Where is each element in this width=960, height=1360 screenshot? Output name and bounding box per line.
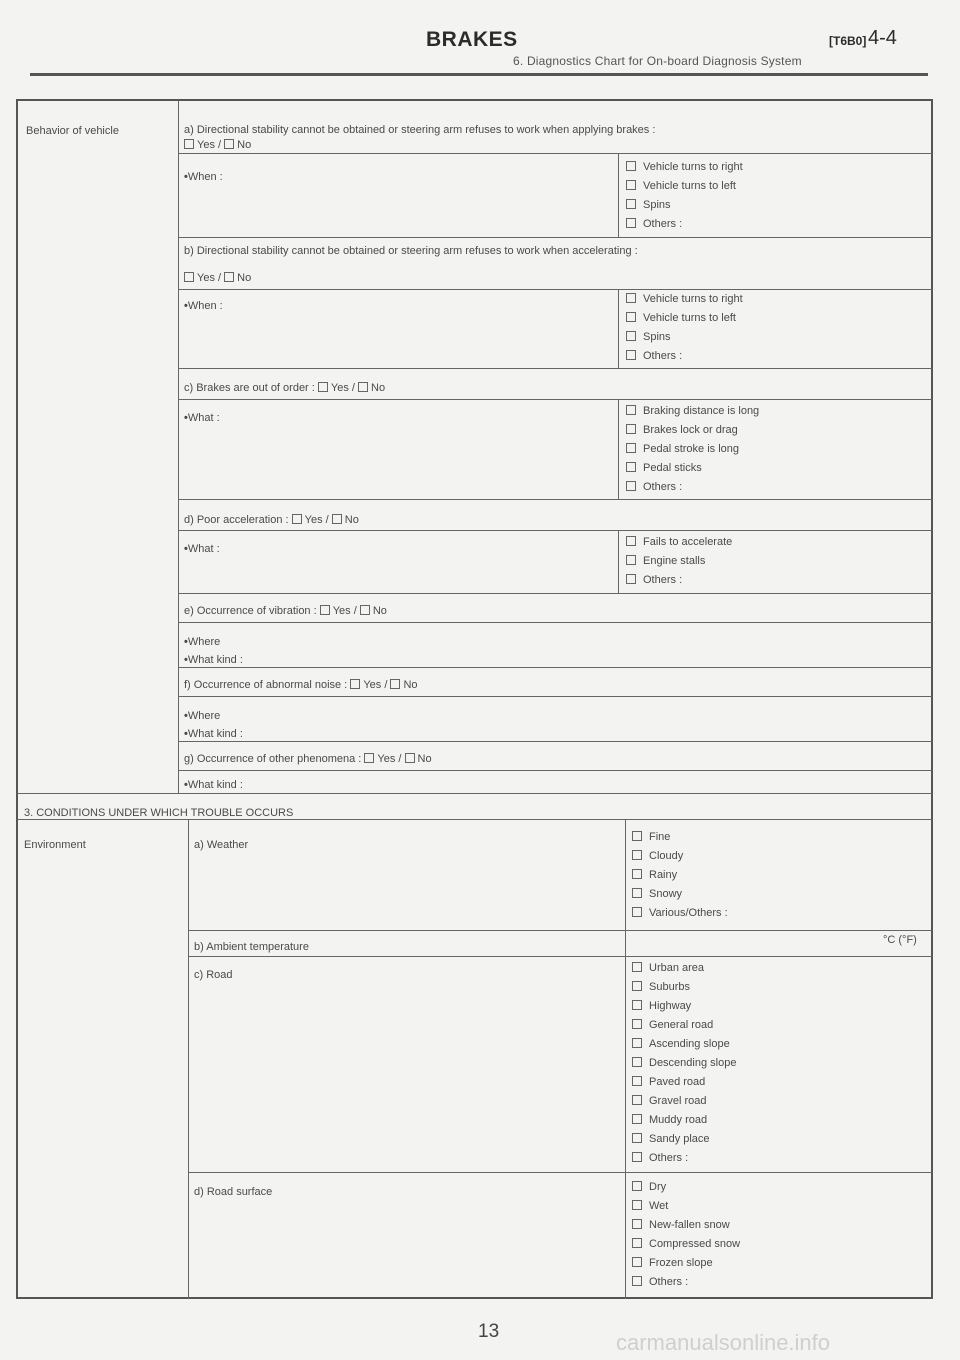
option-item[interactable]: New-fallen snow: [632, 1216, 740, 1235]
question-d-label: d) Poor acceleration :: [184, 514, 289, 526]
yes-label: Yes /: [377, 753, 402, 765]
checkbox-icon[interactable]: [224, 139, 234, 149]
checkbox-icon[interactable]: [292, 514, 302, 524]
question-b: b) Directional stability cannot be obtained or steering arm refuses to work when accelerating :: [184, 245, 638, 257]
option-item[interactable]: Sandy place: [632, 1130, 736, 1149]
options-column-divider: [618, 530, 619, 593]
checkbox-icon[interactable]: [320, 605, 330, 615]
row-divider: [188, 1172, 932, 1173]
option-item[interactable]: General road: [632, 1016, 736, 1035]
yes-no-b[interactable]: [184, 271, 251, 285]
yes-label: Yes /: [304, 514, 329, 526]
kind-g: • What kind :: [184, 778, 243, 792]
road-options[interactable]: [632, 959, 736, 1168]
temperature-label: b) Ambient temperature: [194, 941, 309, 953]
what-d: • What :: [184, 542, 220, 556]
yes-label: Yes /: [330, 382, 355, 394]
options-column-divider: [618, 399, 619, 500]
options-d[interactable]: [626, 533, 732, 590]
watermark: carmanualsonline.info: [616, 1330, 831, 1355]
option-item[interactable]: Fails to accelerate: [626, 533, 732, 552]
option-item[interactable]: Pedal sticks: [626, 459, 759, 478]
row-divider: [17, 793, 932, 794]
checkbox-icon[interactable]: [350, 679, 360, 689]
option-item[interactable]: Muddy road: [632, 1111, 736, 1130]
when-a: • When :: [184, 170, 223, 184]
option-item[interactable]: Vehicle turns to left: [626, 309, 743, 328]
where-f: • Where: [184, 709, 220, 723]
option-item[interactable]: Others :: [626, 478, 759, 497]
row-divider: [178, 368, 932, 369]
checkbox-icon[interactable]: [405, 753, 415, 763]
checkbox-icon[interactable]: [332, 514, 342, 524]
options-b[interactable]: [626, 290, 743, 366]
option-item[interactable]: Vehicle turns to right: [626, 158, 743, 177]
checkbox-icon[interactable]: [390, 679, 400, 689]
option-item[interactable]: Fine: [632, 828, 728, 847]
option-item[interactable]: Spins: [626, 328, 743, 347]
question-d[interactable]: [184, 513, 359, 527]
option-item[interactable]: Wet: [632, 1197, 740, 1216]
row-divider: [178, 593, 932, 594]
row-divider: [178, 667, 932, 668]
option-item[interactable]: Highway: [632, 997, 736, 1016]
question-c-label: c) Brakes are out of order :: [184, 382, 315, 394]
checkbox-icon[interactable]: [364, 753, 374, 763]
option-item[interactable]: Vehicle turns to left: [626, 177, 743, 196]
option-item[interactable]: Descending slope: [632, 1054, 736, 1073]
no-label: No: [417, 753, 432, 765]
yes-label: Yes /: [363, 679, 388, 691]
page-number: 13: [478, 1321, 500, 1342]
where-e: • Where: [184, 635, 220, 649]
option-item[interactable]: Others :: [626, 215, 743, 234]
options-c[interactable]: [626, 402, 759, 497]
label-column-divider: [188, 819, 189, 1299]
checkbox-icon[interactable]: [184, 272, 194, 282]
section-title: BRAKES: [426, 28, 518, 51]
yes-label: Yes /: [332, 605, 357, 617]
row-divider: [178, 770, 932, 771]
header-rule: [30, 73, 928, 76]
checkbox-icon[interactable]: [184, 139, 194, 149]
option-item[interactable]: Paved road: [632, 1073, 736, 1092]
question-f-label: f) Occurrence of abnormal noise :: [184, 679, 348, 691]
option-item[interactable]: Engine stalls: [626, 552, 732, 571]
option-item[interactable]: Snowy: [632, 885, 728, 904]
question-c[interactable]: [184, 381, 385, 395]
question-g-label: g) Occurrence of other phenomena :: [184, 753, 362, 765]
label-column-divider: [178, 100, 179, 793]
section-code: [T6B0]: [829, 34, 867, 48]
option-item[interactable]: Vehicle turns to right: [626, 290, 743, 309]
checkbox-icon[interactable]: [224, 272, 234, 282]
checkbox-icon[interactable]: [360, 605, 370, 615]
option-item[interactable]: Others :: [626, 347, 743, 366]
checkbox-icon[interactable]: [358, 382, 368, 392]
weather-label: a) Weather: [194, 839, 249, 851]
road-surface-label: d) Road surface: [194, 1186, 273, 1198]
environment-label: Environment: [24, 839, 86, 851]
no-label: No: [403, 679, 418, 691]
yes-no-a[interactable]: [184, 138, 251, 152]
question-a: a) Directional stability cannot be obtained or steering arm refuses to work when applying brakes :: [184, 124, 656, 136]
checkbox-icon[interactable]: [318, 382, 328, 392]
option-item[interactable]: Gravel road: [632, 1092, 736, 1111]
page-reference: 4-4: [868, 27, 897, 49]
option-item[interactable]: Brakes lock or drag: [626, 421, 759, 440]
row-divider: [178, 153, 932, 154]
row-divider: [178, 399, 932, 400]
diagnostic-form-table: [16, 99, 933, 1299]
question-f[interactable]: [184, 678, 418, 692]
temperature-unit: °C (°F): [883, 934, 917, 946]
option-item[interactable]: Rainy: [632, 866, 728, 885]
option-item[interactable]: Pedal stroke is long: [626, 440, 759, 459]
road-surface-options[interactable]: [632, 1178, 740, 1292]
row-divider: [178, 741, 932, 742]
no-label: No: [344, 514, 359, 526]
weather-options[interactable]: [632, 828, 728, 923]
row-divider: [178, 530, 932, 531]
option-item[interactable]: Braking distance is long: [626, 402, 759, 421]
question-g[interactable]: [184, 752, 432, 766]
row-divider: [178, 237, 932, 238]
conditions-heading: 3. CONDITIONS UNDER WHICH TROUBLE OCCURS: [24, 807, 294, 819]
options-column-divider: [618, 153, 619, 238]
section-subtitle: 6. Diagnostics Chart for On-board Diagnosis System: [513, 54, 802, 68]
when-b: • When :: [184, 299, 223, 313]
option-item[interactable]: Suburbs: [632, 978, 736, 997]
road-label: c) Road: [194, 969, 233, 981]
what-c: • What :: [184, 411, 220, 425]
no-label: No: [372, 605, 387, 617]
option-item[interactable]: Others :: [632, 1273, 740, 1292]
option-item[interactable]: Others :: [632, 1149, 736, 1168]
option-item[interactable]: Various/Others :: [632, 904, 728, 923]
row-divider: [178, 289, 932, 290]
row-divider: [178, 696, 932, 697]
question-e-label: e) Occurrence of vibration :: [184, 605, 317, 617]
row-divider: [178, 499, 932, 500]
option-item[interactable]: Dry: [632, 1178, 740, 1197]
yes-label: Yes /: [197, 139, 222, 151]
row-divider: [178, 622, 932, 623]
kind-f: • What kind :: [184, 727, 243, 741]
row-divider: [188, 956, 932, 957]
kind-e: • What kind :: [184, 653, 243, 667]
behavior-label: Behavior of vehicle: [26, 125, 119, 137]
option-item[interactable]: Urban area: [632, 959, 736, 978]
options-column-divider: [625, 819, 626, 1299]
yes-label: Yes /: [197, 272, 222, 284]
option-item[interactable]: Cloudy: [632, 847, 728, 866]
question-e[interactable]: [184, 604, 387, 618]
options-column-divider: [618, 289, 619, 369]
option-item[interactable]: Others :: [626, 571, 732, 590]
row-divider: [188, 930, 932, 931]
no-label: No: [237, 272, 252, 284]
no-label: No: [371, 382, 386, 394]
option-item[interactable]: Spins: [626, 196, 743, 215]
option-item[interactable]: Compressed snow: [632, 1235, 740, 1254]
options-a[interactable]: [626, 158, 743, 234]
option-item[interactable]: Ascending slope: [632, 1035, 736, 1054]
option-item[interactable]: Frozen slope: [632, 1254, 740, 1273]
no-label: No: [237, 139, 252, 151]
